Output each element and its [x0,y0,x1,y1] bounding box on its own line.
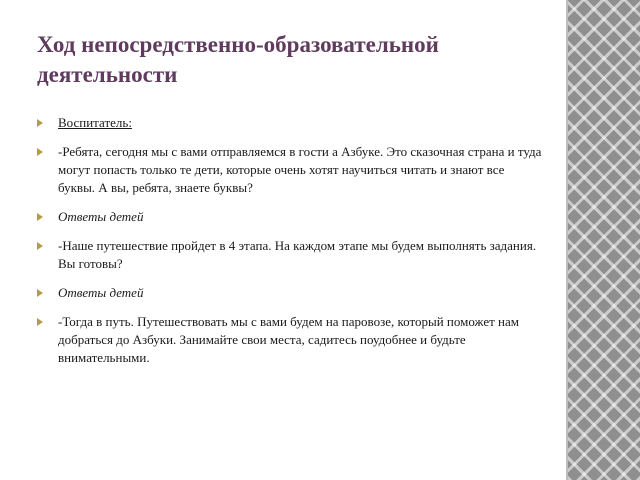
bullet-icon [37,148,43,156]
paragraph-children-answers [37,284,542,302]
paragraph-departure [37,313,542,367]
paragraph-teacher-label [37,114,542,132]
slide-content [37,114,542,378]
paragraph-children-answers [37,208,542,226]
bullet-icon [37,119,43,127]
slide-title: Ход непосредственно-образовательной деятельности [37,32,439,87]
paragraph-intro [37,143,542,197]
paragraph-text: -Ребята, сегодня мы с вами отправляемся в гости а Азбуке. Это сказочная страна и туда могут попасть только те дети, которые очень хотят научиться читать и знают все буквы. А вы, ребята, знаете буквы? [58,144,542,195]
paragraph-text: -Тогда в путь. Путешествовать мы с вами будем на паровозе, который поможет нам добраться до Азбуки. Занимайте свои места, садитесь поудобнее и будьте внимательными. [58,314,520,365]
paragraph-text: Ответы детей [58,209,144,224]
bullet-icon [37,213,43,221]
paragraph-text: Воспитатель: [58,115,132,130]
decorative-pattern-strip [568,0,640,480]
bullet-icon [37,289,43,297]
paragraph-text: Ответы детей [58,285,144,300]
bullet-icon [37,242,43,250]
paragraph-text: -Наше путешествие пройдет в 4 этапа. На каждом этапе мы будем выполнять задания. Вы готовы? [58,238,537,271]
bullet-icon [37,318,43,326]
paragraph-journey [37,237,542,273]
